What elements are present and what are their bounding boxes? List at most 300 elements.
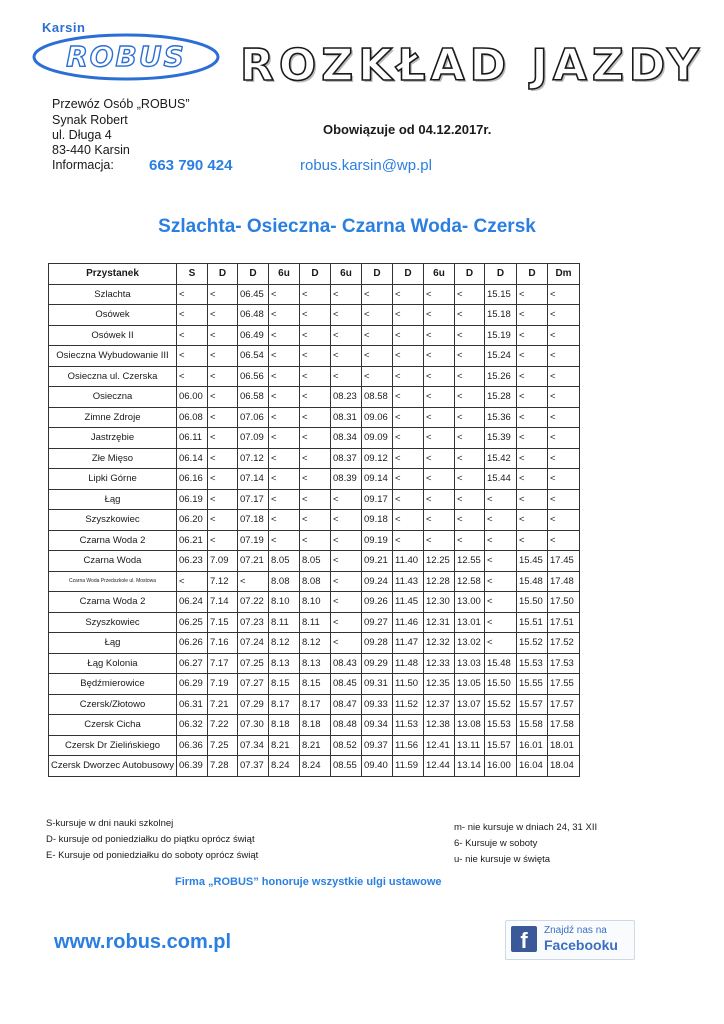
stop-name: Osówek xyxy=(49,305,177,326)
email-address: robus.karsin@wp.pl xyxy=(300,157,432,174)
stop-name: Osówek II xyxy=(49,325,177,346)
departure-time: 8.24 xyxy=(269,756,300,777)
departure-time: < xyxy=(269,346,300,367)
departure-time: 09.12 xyxy=(362,448,393,469)
departure-time: < xyxy=(331,571,362,592)
departure-time: 12.44 xyxy=(424,756,455,777)
stop-name: Czersk/Złotowo xyxy=(49,694,177,715)
legend-item: u- nie kursuje w święta xyxy=(454,854,551,865)
departure-time: 8.10 xyxy=(269,592,300,613)
departure-time: 13.14 xyxy=(455,756,485,777)
departure-time: < xyxy=(300,325,331,346)
departure-time: 13.03 xyxy=(455,653,485,674)
departure-time: 09.29 xyxy=(362,653,393,674)
departure-time: 15.48 xyxy=(485,653,517,674)
departure-time: < xyxy=(517,325,548,346)
departure-time: < xyxy=(362,325,393,346)
departure-time: < xyxy=(208,305,238,326)
departure-time: < xyxy=(424,305,455,326)
table-row xyxy=(49,674,580,695)
stop-name: Czarna Woda 2 xyxy=(49,530,177,551)
departure-time: 15.18 xyxy=(485,305,517,326)
header-course: 6u xyxy=(331,264,362,285)
departure-time: < xyxy=(362,366,393,387)
departure-time: < xyxy=(300,305,331,326)
departure-time: < xyxy=(517,366,548,387)
departure-time: 15.24 xyxy=(485,346,517,367)
departure-time: < xyxy=(424,510,455,531)
departure-time: < xyxy=(485,633,517,654)
departure-time: < xyxy=(393,346,424,367)
departure-time: < xyxy=(548,428,580,449)
departure-time: 7.22 xyxy=(208,715,238,736)
departure-time: 7.16 xyxy=(208,633,238,654)
departure-time: < xyxy=(269,284,300,305)
departure-time: 09.17 xyxy=(362,489,393,510)
departure-time: < xyxy=(208,387,238,408)
header-course: Dm xyxy=(548,264,580,285)
departure-time: 07.21 xyxy=(238,551,269,572)
stop-name: Osieczna xyxy=(49,387,177,408)
departure-time: < xyxy=(517,305,548,326)
table-row xyxy=(49,366,580,387)
timetable-header xyxy=(49,264,580,285)
departure-time: 15.53 xyxy=(517,653,548,674)
departure-time: < xyxy=(517,489,548,510)
departure-time: < xyxy=(208,346,238,367)
table-row xyxy=(49,571,580,592)
departure-time: 09.33 xyxy=(362,694,393,715)
legend-item: S-kursuje w dni nauki szkolnej xyxy=(46,818,174,829)
departure-time: 8.08 xyxy=(300,571,331,592)
departure-time: 17.50 xyxy=(548,592,580,613)
departure-time: 11.50 xyxy=(393,674,424,695)
departure-time: 17.45 xyxy=(548,551,580,572)
departure-time: < xyxy=(269,428,300,449)
departure-time: < xyxy=(269,530,300,551)
departure-time: 8.08 xyxy=(269,571,300,592)
departure-time: < xyxy=(331,592,362,613)
departure-time: < xyxy=(424,530,455,551)
legend-item: D- kursuje od poniedziałku do piątku oprócz świąt xyxy=(46,834,255,845)
departure-time: 08.45 xyxy=(331,674,362,695)
departure-time: < xyxy=(485,510,517,531)
departure-time: 09.27 xyxy=(362,612,393,633)
departure-time: 11.45 xyxy=(393,592,424,613)
departure-time: 11.40 xyxy=(393,551,424,572)
departure-time: < xyxy=(424,489,455,510)
departure-time: < xyxy=(424,346,455,367)
departure-time: < xyxy=(424,407,455,428)
stop-name: Lipki Górne xyxy=(49,469,177,490)
departure-time: 16.00 xyxy=(485,756,517,777)
header-course: D xyxy=(393,264,424,285)
departure-time: 7.09 xyxy=(208,551,238,572)
departure-time: 06.00 xyxy=(177,387,208,408)
departure-time: < xyxy=(331,530,362,551)
departure-time: 13.07 xyxy=(455,694,485,715)
departure-time: < xyxy=(455,489,485,510)
departure-time: < xyxy=(331,551,362,572)
departure-time: 7.14 xyxy=(208,592,238,613)
departure-time: 09.28 xyxy=(362,633,393,654)
departure-time: 8.18 xyxy=(300,715,331,736)
company-name: Przewóz Osób „ROBUS” xyxy=(52,97,190,111)
stop-name: Osieczna ul. Czerska xyxy=(49,366,177,387)
header-course: 6u xyxy=(424,264,455,285)
departure-time: < xyxy=(331,325,362,346)
departure-time: 17.53 xyxy=(548,653,580,674)
legend-right xyxy=(454,820,597,868)
departure-time: < xyxy=(300,469,331,490)
departure-time: < xyxy=(455,428,485,449)
departure-time: 06.21 xyxy=(177,530,208,551)
departure-time: 15.50 xyxy=(517,592,548,613)
departure-time: < xyxy=(208,366,238,387)
departure-time: < xyxy=(393,325,424,346)
departure-time: < xyxy=(424,387,455,408)
departure-time: < xyxy=(300,448,331,469)
header-stop: Przystanek xyxy=(49,264,177,285)
departure-time: 8.05 xyxy=(300,551,331,572)
departure-time: 15.42 xyxy=(485,448,517,469)
departure-time: 12.28 xyxy=(424,571,455,592)
departure-time: < xyxy=(455,305,485,326)
departure-time: 09.31 xyxy=(362,674,393,695)
departure-time: < xyxy=(300,530,331,551)
departure-time: 06.49 xyxy=(238,325,269,346)
table-row xyxy=(49,428,580,449)
company-street: ul. Długa 4 xyxy=(52,128,112,142)
departure-time: < xyxy=(548,448,580,469)
departure-time: < xyxy=(331,284,362,305)
departure-time: < xyxy=(455,346,485,367)
route-title: Szlachta- Osieczna- Czarna Woda- Czersk xyxy=(158,216,536,237)
departure-time: < xyxy=(177,305,208,326)
departure-time: 17.52 xyxy=(548,633,580,654)
header-course: D xyxy=(362,264,393,285)
departure-time: 15.58 xyxy=(517,715,548,736)
departure-time: 15.19 xyxy=(485,325,517,346)
departure-time: < xyxy=(300,366,331,387)
departure-time: 8.13 xyxy=(300,653,331,674)
table-row xyxy=(49,735,580,756)
table-row xyxy=(49,592,580,613)
departure-time: 13.01 xyxy=(455,612,485,633)
departure-time: 09.19 xyxy=(362,530,393,551)
departure-time: 8.21 xyxy=(269,735,300,756)
departure-time: < xyxy=(177,284,208,305)
table-row xyxy=(49,325,580,346)
departure-time: 06.29 xyxy=(177,674,208,695)
departure-time: < xyxy=(548,366,580,387)
departure-time: 17.55 xyxy=(548,674,580,695)
departure-time: 09.24 xyxy=(362,571,393,592)
departure-time: < xyxy=(548,346,580,367)
stop-name: Będźmierowice xyxy=(49,674,177,695)
header-course: D xyxy=(208,264,238,285)
departure-time: < xyxy=(331,346,362,367)
departure-time: 06.20 xyxy=(177,510,208,531)
departure-time: < xyxy=(300,387,331,408)
departure-time: 07.19 xyxy=(238,530,269,551)
departure-time: 15.53 xyxy=(485,715,517,736)
departure-time: 8.15 xyxy=(269,674,300,695)
departure-time: 15.28 xyxy=(485,387,517,408)
page-title: ROZKŁAD JAZDY xyxy=(240,40,704,91)
departure-time: 15.52 xyxy=(517,633,548,654)
departure-time: < xyxy=(455,510,485,531)
stop-name: Szyszkowiec xyxy=(49,510,177,531)
departure-time: 11.47 xyxy=(393,633,424,654)
departure-time: < xyxy=(238,571,269,592)
table-row xyxy=(49,530,580,551)
departure-time: 15.44 xyxy=(485,469,517,490)
departure-time: 07.37 xyxy=(238,756,269,777)
departure-time: < xyxy=(485,592,517,613)
departure-time: 15.15 xyxy=(485,284,517,305)
departure-time: 7.19 xyxy=(208,674,238,695)
departure-time: 07.12 xyxy=(238,448,269,469)
departure-time: 06.26 xyxy=(177,633,208,654)
departure-time: 07.09 xyxy=(238,428,269,449)
table-row xyxy=(49,407,580,428)
departure-time: 11.56 xyxy=(393,735,424,756)
departure-time: < xyxy=(331,612,362,633)
departure-time: 15.39 xyxy=(485,428,517,449)
departure-time: < xyxy=(208,530,238,551)
departure-time: 17.58 xyxy=(548,715,580,736)
departure-time: 08.23 xyxy=(331,387,362,408)
departure-time: < xyxy=(548,305,580,326)
departure-time: 08.39 xyxy=(331,469,362,490)
departure-time: < xyxy=(455,284,485,305)
header-course: D xyxy=(517,264,548,285)
departure-time: 15.45 xyxy=(517,551,548,572)
departure-time: 7.21 xyxy=(208,694,238,715)
departure-time: 07.30 xyxy=(238,715,269,736)
departure-time: 06.48 xyxy=(238,305,269,326)
stop-name: Łąg xyxy=(49,633,177,654)
departure-time: 15.55 xyxy=(517,674,548,695)
departure-time: < xyxy=(269,489,300,510)
departure-time: 06.23 xyxy=(177,551,208,572)
stop-name: Łąg xyxy=(49,489,177,510)
departure-time: 15.57 xyxy=(485,735,517,756)
departure-time: 07.14 xyxy=(238,469,269,490)
departure-time: 12.38 xyxy=(424,715,455,736)
stop-name: Czarna Woda 2 xyxy=(49,592,177,613)
departure-time: 15.48 xyxy=(517,571,548,592)
departure-time: 08.52 xyxy=(331,735,362,756)
departure-time: < xyxy=(269,366,300,387)
departure-time: < xyxy=(177,346,208,367)
departure-time: < xyxy=(455,530,485,551)
facebook-line1: Znajdź nas na xyxy=(544,925,607,936)
table-row xyxy=(49,469,580,490)
departure-time: < xyxy=(331,510,362,531)
departure-time: 07.29 xyxy=(238,694,269,715)
stop-name: Złe Mięso xyxy=(49,448,177,469)
departure-time: < xyxy=(269,305,300,326)
departure-time: 11.52 xyxy=(393,694,424,715)
departure-time: 8.11 xyxy=(300,612,331,633)
departure-time: 12.25 xyxy=(424,551,455,572)
departure-time: 06.31 xyxy=(177,694,208,715)
departure-time: < xyxy=(485,571,517,592)
departure-time: 7.17 xyxy=(208,653,238,674)
departure-time: 12.32 xyxy=(424,633,455,654)
departure-time: 8.24 xyxy=(300,756,331,777)
departure-time: 08.34 xyxy=(331,428,362,449)
stop-name: Łąg Kolonia xyxy=(49,653,177,674)
departure-time: 07.17 xyxy=(238,489,269,510)
departure-time: 06.11 xyxy=(177,428,208,449)
stop-name: Czersk Cicha xyxy=(49,715,177,736)
departure-time: 09.09 xyxy=(362,428,393,449)
departure-time: < xyxy=(331,305,362,326)
legend-item: 6- Kursuje w soboty xyxy=(454,838,538,849)
departure-time: 07.22 xyxy=(238,592,269,613)
departure-time: < xyxy=(300,407,331,428)
departure-time: < xyxy=(517,469,548,490)
header-course: S xyxy=(177,264,208,285)
departure-time: 06.24 xyxy=(177,592,208,613)
departure-time: 08.58 xyxy=(362,387,393,408)
departure-time: < xyxy=(269,407,300,428)
departure-time: 8.10 xyxy=(300,592,331,613)
departure-time: < xyxy=(331,489,362,510)
departure-time: 08.31 xyxy=(331,407,362,428)
valid-from: Obowiązuje od 04.12.2017r. xyxy=(323,122,492,137)
table-row xyxy=(49,346,580,367)
departure-time: 18.01 xyxy=(548,735,580,756)
header-course: D xyxy=(300,264,331,285)
phone-number: 663 790 424 xyxy=(149,157,233,174)
table-row xyxy=(49,694,580,715)
departure-time: < xyxy=(177,571,208,592)
departure-time: < xyxy=(455,387,485,408)
departure-time: < xyxy=(177,325,208,346)
table-row xyxy=(49,612,580,633)
departure-time: 12.30 xyxy=(424,592,455,613)
departure-time: 12.58 xyxy=(455,571,485,592)
departure-time: 8.11 xyxy=(269,612,300,633)
departure-time: < xyxy=(393,469,424,490)
table-row xyxy=(49,653,580,674)
departure-time: 09.34 xyxy=(362,715,393,736)
departure-time: 11.46 xyxy=(393,612,424,633)
departure-time: < xyxy=(393,530,424,551)
departure-time: < xyxy=(424,325,455,346)
departure-time: < xyxy=(208,325,238,346)
legend-left xyxy=(46,816,258,864)
departure-time: 13.08 xyxy=(455,715,485,736)
departure-time: < xyxy=(393,387,424,408)
departure-time: 08.47 xyxy=(331,694,362,715)
departure-time: 07.23 xyxy=(238,612,269,633)
departure-time: < xyxy=(269,448,300,469)
departure-time: < xyxy=(393,407,424,428)
departure-time: < xyxy=(517,448,548,469)
departure-time: 06.08 xyxy=(177,407,208,428)
departure-time: 08.37 xyxy=(331,448,362,469)
departure-time: < xyxy=(485,612,517,633)
departure-time: 13.02 xyxy=(455,633,485,654)
departure-time: < xyxy=(517,346,548,367)
departure-time: 09.21 xyxy=(362,551,393,572)
departure-time: < xyxy=(393,448,424,469)
departure-time: < xyxy=(300,489,331,510)
table-row xyxy=(49,551,580,572)
firm-note: Firma „ROBUS” honoruje wszystkie ulgi ustawowe xyxy=(175,876,442,888)
departure-time: 06.14 xyxy=(177,448,208,469)
departure-time: 7.12 xyxy=(208,571,238,592)
departure-time: 08.48 xyxy=(331,715,362,736)
departure-time: 09.40 xyxy=(362,756,393,777)
departure-time: < xyxy=(517,407,548,428)
departure-time: < xyxy=(300,284,331,305)
company-city: 83-440 Karsin xyxy=(52,143,130,157)
departure-time: < xyxy=(393,510,424,531)
table-row xyxy=(49,715,580,736)
departure-time: < xyxy=(424,469,455,490)
departure-time: < xyxy=(424,366,455,387)
departure-time: < xyxy=(362,305,393,326)
departure-time: < xyxy=(393,428,424,449)
website-link[interactable]: www.robus.com.pl xyxy=(54,931,232,953)
departure-time: 15.26 xyxy=(485,366,517,387)
departure-time: 7.15 xyxy=(208,612,238,633)
departure-time: < xyxy=(517,387,548,408)
departure-time: < xyxy=(455,407,485,428)
departure-time: < xyxy=(208,489,238,510)
departure-time: 11.59 xyxy=(393,756,424,777)
departure-time: 06.39 xyxy=(177,756,208,777)
departure-time: 07.06 xyxy=(238,407,269,428)
logo-karsin-text: Karsin xyxy=(42,20,86,35)
departure-time: 12.41 xyxy=(424,735,455,756)
departure-time: 12.37 xyxy=(424,694,455,715)
departure-time: < xyxy=(393,305,424,326)
departure-time: < xyxy=(362,346,393,367)
departure-time: 8.15 xyxy=(300,674,331,695)
facebook-f-icon: f xyxy=(511,926,537,952)
departure-time: < xyxy=(424,428,455,449)
timetable xyxy=(48,263,580,777)
departure-time: 09.26 xyxy=(362,592,393,613)
departure-time: 7.28 xyxy=(208,756,238,777)
header-course: D xyxy=(238,264,269,285)
stop-name: Osieczna Wybudowanie III xyxy=(49,346,177,367)
header-course: D xyxy=(485,264,517,285)
departure-time: < xyxy=(548,325,580,346)
departure-time: < xyxy=(269,325,300,346)
departure-time: < xyxy=(393,489,424,510)
departure-time: < xyxy=(548,469,580,490)
facebook-badge[interactable] xyxy=(505,920,635,960)
departure-time: < xyxy=(548,510,580,531)
table-row xyxy=(49,489,580,510)
departure-time: 06.56 xyxy=(238,366,269,387)
departure-time: 18.04 xyxy=(548,756,580,777)
departure-time: < xyxy=(393,366,424,387)
legend-item: m- nie kursuje w dniach 24, 31 XII xyxy=(454,822,598,833)
departure-time: < xyxy=(208,428,238,449)
departure-time: < xyxy=(362,284,393,305)
departure-time: < xyxy=(548,407,580,428)
departure-time: 09.14 xyxy=(362,469,393,490)
